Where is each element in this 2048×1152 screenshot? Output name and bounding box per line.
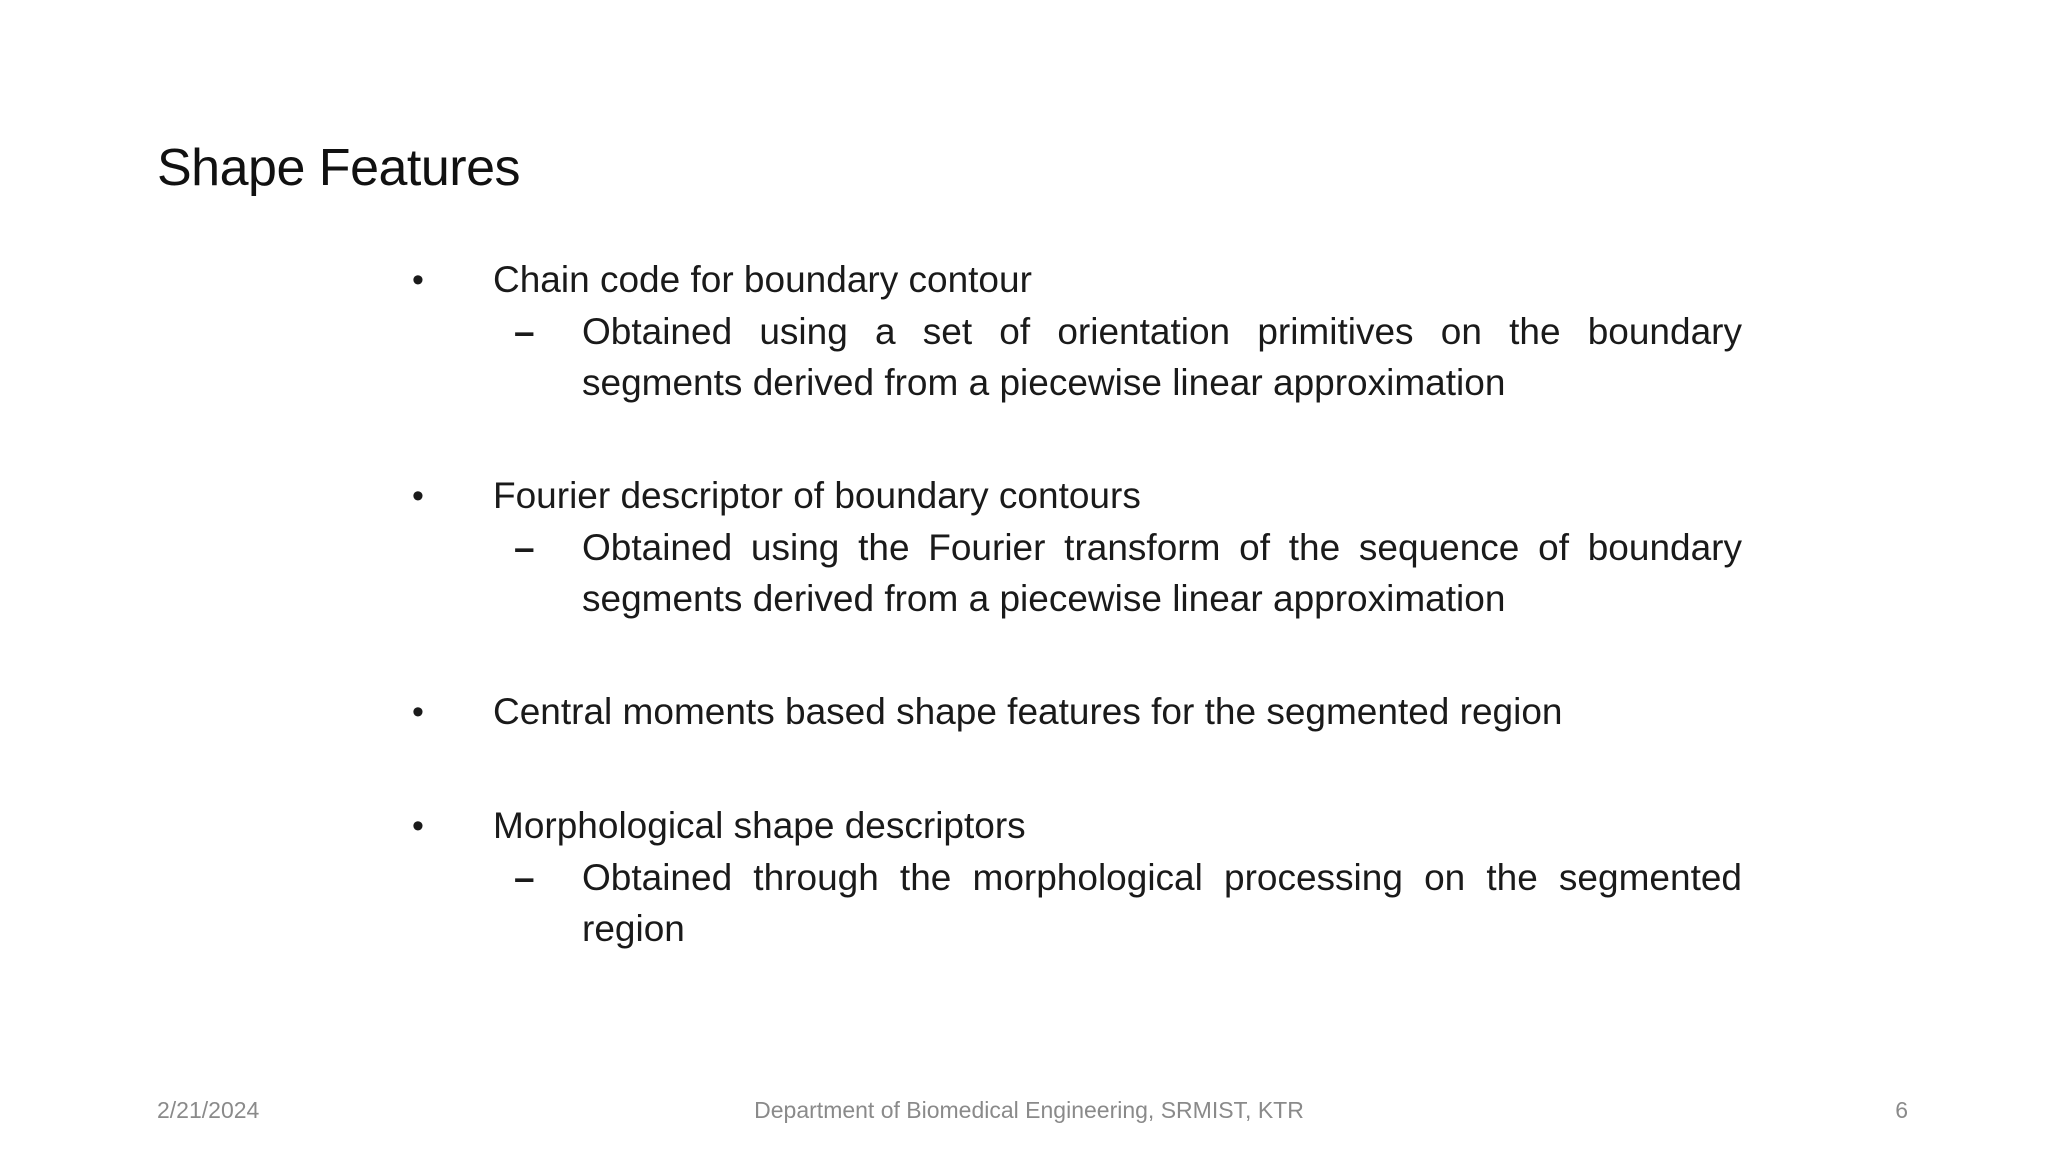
bullet-item <box>410 686 1760 738</box>
bullet-dot-icon: • <box>412 477 424 515</box>
sub-bullet-text: Obtained through the morphological processing on the segmented region <box>582 857 1742 949</box>
slide-title: Shape Features <box>157 139 521 197</box>
dash-icon: – <box>514 311 535 352</box>
bullet-line <box>410 800 1760 852</box>
bullet-item <box>410 470 1760 624</box>
dash-icon: – <box>514 527 535 568</box>
bullet-item <box>410 800 1760 954</box>
sub-bullet-text: Obtained using a set of orientation primitives on the boundary segments derived from a piecewise linear approximation <box>582 311 1742 403</box>
bullet-text: Fourier descriptor of boundary contours <box>493 475 1141 516</box>
footer-date: 2/21/2024 <box>157 1097 260 1123</box>
bullet-line <box>410 470 1760 522</box>
bullet-line <box>410 686 1760 738</box>
bullet-line <box>410 254 1760 306</box>
dash-icon: – <box>514 857 535 898</box>
bullet-text: Chain code for boundary contour <box>493 259 1032 300</box>
bullet-item <box>410 254 1760 408</box>
bullet-dot-icon: • <box>412 261 424 299</box>
bullet-text: Morphological shape descriptors <box>493 805 1026 846</box>
footer-department <box>0 1097 2048 1124</box>
sub-bullet-item <box>514 852 1742 954</box>
sub-bullet-item <box>514 306 1742 408</box>
sub-bullet-text: Obtained using the Fourier transform of the sequence of boundary segments derived from a piecewise linear approximation <box>582 527 1742 619</box>
bullet-dot-icon: • <box>412 693 424 731</box>
slide-number: 6 <box>1895 1097 1908 1123</box>
sub-bullet-item <box>514 522 1742 624</box>
bullet-text: Central moments based shape features for the segmented region <box>493 691 1563 732</box>
footer-department-text: Department of Biomedical Engineering, SRMIST, KTR <box>754 1097 1304 1123</box>
bullet-dot-icon: • <box>412 807 424 845</box>
bullet-list <box>410 254 1760 954</box>
